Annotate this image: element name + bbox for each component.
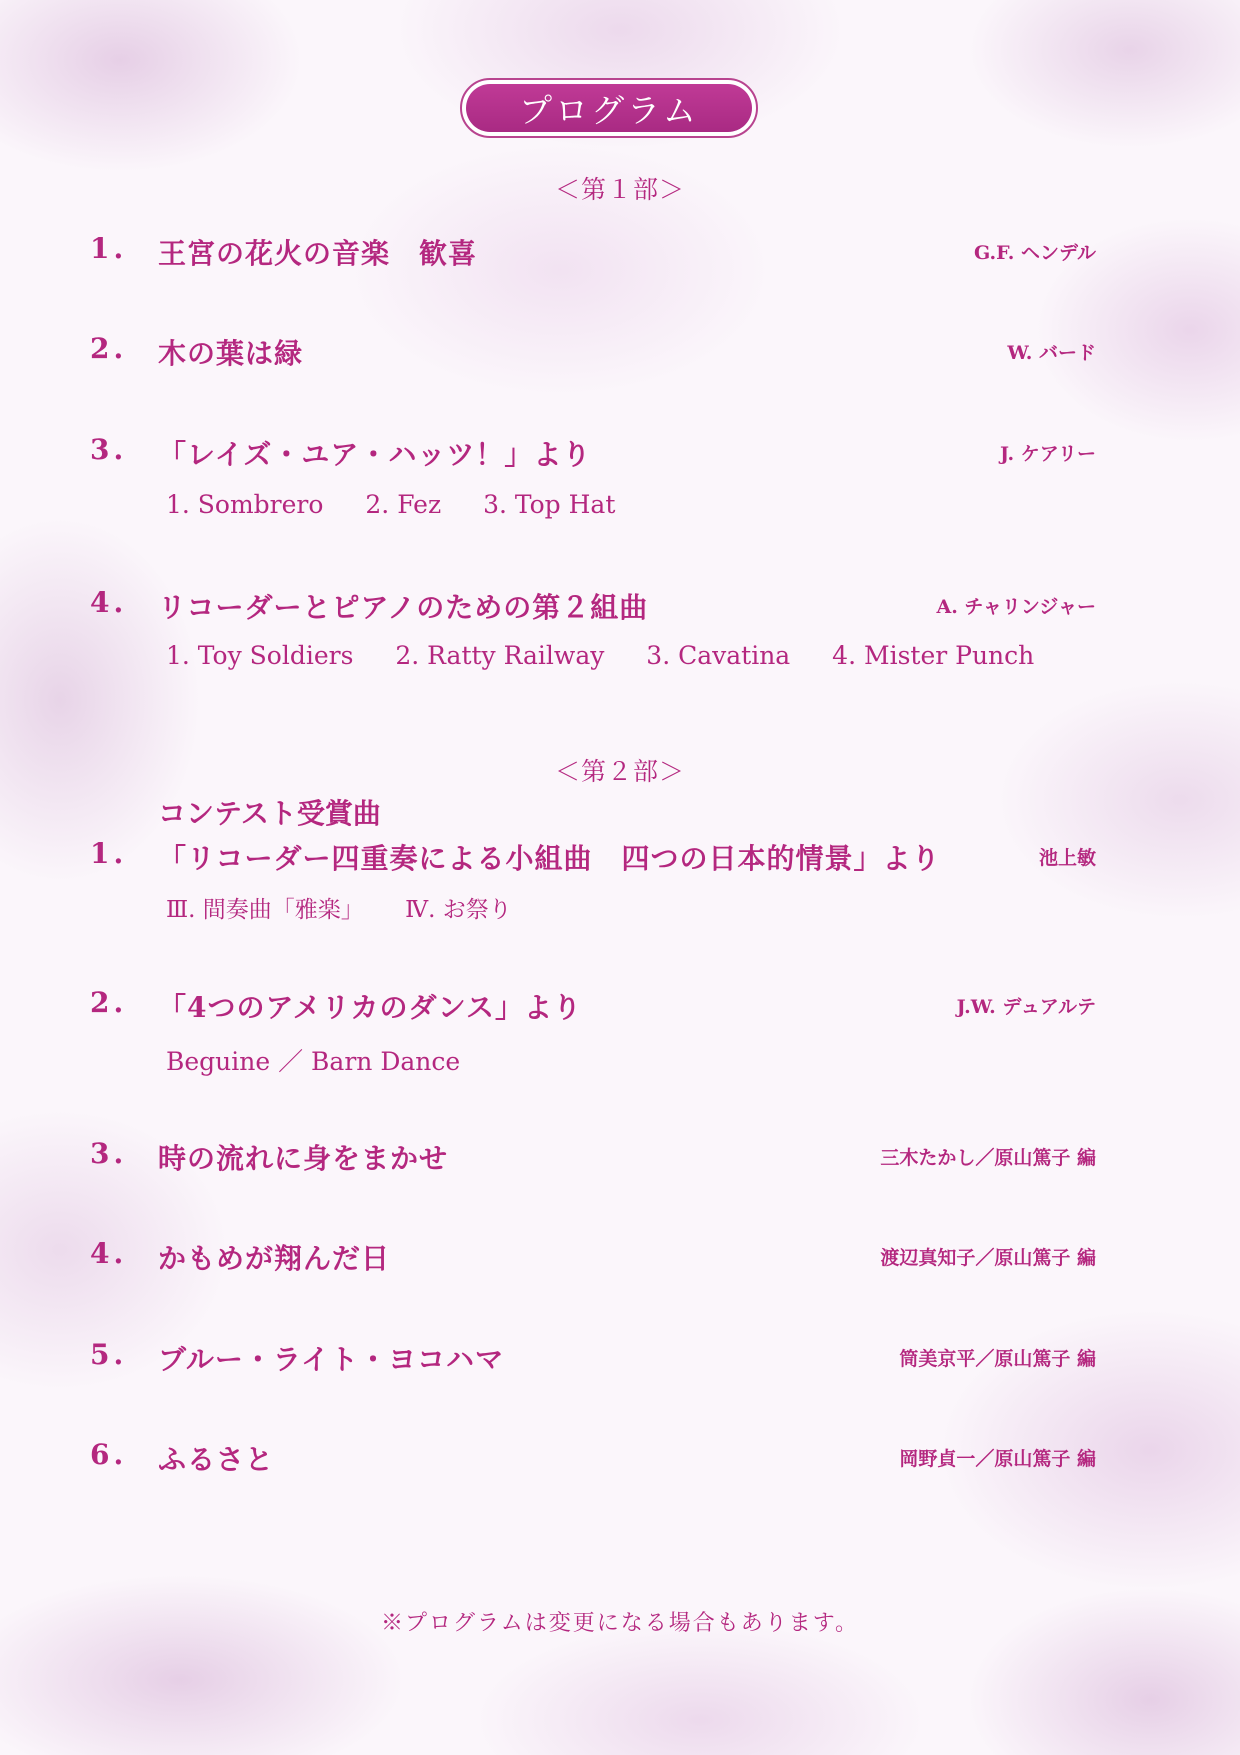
part2-item-2 bbox=[0, 986, 1240, 1026]
movement: 3. Top Hat bbox=[483, 490, 616, 519]
part2-item-1-movements bbox=[166, 891, 546, 924]
item-title: 時の流れに身をまかせ bbox=[158, 1142, 449, 1175]
item-title: かもめが翔んだ日 bbox=[158, 1242, 391, 1275]
movement: 2. Fez bbox=[365, 490, 442, 519]
part1-item-4-movements bbox=[166, 641, 1068, 670]
item-composer: 渡辺真知子／原山篤子 編 bbox=[880, 1247, 1096, 1269]
movement: 3. Cavatina bbox=[646, 641, 791, 670]
item-number: 3. bbox=[90, 433, 128, 466]
part1-label: ＜第１部＞ bbox=[554, 175, 685, 204]
program-title-badge bbox=[460, 78, 758, 138]
part1-item-1 bbox=[0, 232, 1240, 272]
item-composer: 池上敏 bbox=[1038, 847, 1096, 869]
item-composer: 筒美京平／原山篤子 編 bbox=[899, 1348, 1096, 1370]
item-composer: A. チャリンジャー bbox=[936, 596, 1096, 618]
program-title: プログラム bbox=[466, 84, 752, 132]
item-composer: J.W. デュアルテ bbox=[956, 996, 1096, 1018]
item-number: 5. bbox=[90, 1338, 128, 1371]
item-title: 「レイズ・ユア・ハッツ！」より bbox=[158, 438, 592, 471]
part1-item-3-movements bbox=[166, 490, 649, 519]
part2-item-6 bbox=[0, 1438, 1240, 1478]
item-number: 4. bbox=[90, 586, 128, 619]
movement: 4. Mister Punch bbox=[832, 641, 1035, 670]
part2-item-5 bbox=[0, 1338, 1240, 1378]
part2-item-3 bbox=[0, 1137, 1240, 1177]
item-title: 「4つのアメリカのダンス」より bbox=[158, 991, 582, 1024]
part2-item-2-movements bbox=[166, 1042, 494, 1078]
item-title: 「リコーダー四重奏による小組曲 四つの日本的情景」より bbox=[158, 842, 941, 875]
item-number: 2. bbox=[90, 986, 128, 1019]
item-title: ふるさと bbox=[158, 1443, 275, 1476]
movement: 2. Ratty Railway bbox=[395, 641, 605, 670]
part2-item-1 bbox=[0, 837, 1240, 877]
item-composer: 岡野貞一／原山篤子 編 bbox=[899, 1448, 1096, 1470]
part2-heading: コンテスト受賞曲 bbox=[158, 797, 381, 830]
movement: 1. Sombrero bbox=[166, 490, 324, 519]
item-number: 1. bbox=[90, 837, 128, 870]
movement: Ⅳ. お祭り bbox=[405, 897, 512, 923]
part2-item-4 bbox=[0, 1237, 1240, 1277]
item-composer: W. バード bbox=[1007, 342, 1096, 364]
item-title: ブルー・ライト・ヨコハマ bbox=[158, 1343, 505, 1376]
item-number: 1. bbox=[90, 232, 128, 265]
movement: Ⅲ. 間奏曲「雅楽」 bbox=[166, 897, 364, 923]
item-number: 4. bbox=[90, 1237, 128, 1270]
item-number: 3. bbox=[90, 1137, 128, 1170]
item-title: リコーダーとピアノのための第２組曲 bbox=[158, 591, 649, 624]
movement: 1. Toy Soldiers bbox=[166, 641, 354, 670]
item-number: 6. bbox=[90, 1438, 128, 1471]
program-change-note: ※プログラムは変更になる場合もあります。 bbox=[380, 1611, 860, 1636]
item-title: 木の葉は緑 bbox=[158, 337, 304, 370]
item-composer: G.F. ヘンデル bbox=[973, 242, 1096, 264]
movement: Beguine ／ Barn Dance bbox=[166, 1047, 461, 1076]
part1-item-3 bbox=[0, 433, 1240, 473]
part2-label: ＜第２部＞ bbox=[554, 757, 685, 786]
item-composer: 三木たかし／原山篤子 編 bbox=[880, 1147, 1096, 1169]
part1-item-2 bbox=[0, 332, 1240, 372]
item-composer: J. ケアリー bbox=[1000, 443, 1096, 465]
part1-item-4 bbox=[0, 586, 1240, 626]
item-title: 王宮の花火の音楽 歓喜 bbox=[158, 237, 478, 270]
item-number: 2. bbox=[90, 332, 128, 365]
